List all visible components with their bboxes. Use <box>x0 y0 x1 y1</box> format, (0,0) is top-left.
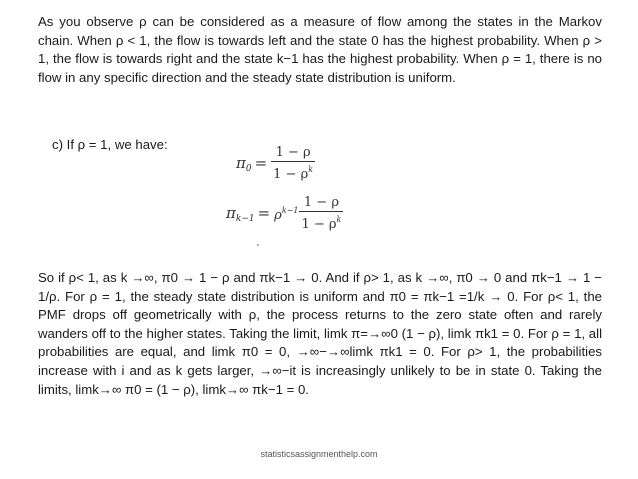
equation-rho-power: $\rho^{k-1}$ <box>274 205 299 223</box>
case-c-label: c) If ρ = 1, we have: <box>52 137 168 152</box>
fraction-denominator: $1 - \rho^k$ <box>271 161 315 183</box>
fraction-numerator: 1 − ρ <box>275 145 311 160</box>
equation-fraction <box>299 195 343 233</box>
equation-pi-k-minus-1 <box>226 195 343 233</box>
equation-fraction <box>271 145 315 183</box>
fraction-numerator: 1 − ρ <box>303 195 339 210</box>
intro-paragraph: As you observe ρ can be considered as a measure of flow among the states in the Markov chain. When ρ < 1, the flow is towards left and the state 0 has the highest probability. When ρ > 1, the flow is towards right and the state k−1 has the highest probability. When ρ = 1, there is no flow in any specific direction and the steady state distribution is uniform. <box>38 14 602 85</box>
fraction-denominator: $1 - \rho^k$ <box>299 211 343 233</box>
equation-lhs: $\pi_{k-1}$ = <box>226 204 271 224</box>
equation-pi-zero <box>236 145 315 183</box>
footer-source: statisticsassignmenthelp.com <box>260 449 378 459</box>
decorative-dot <box>257 244 259 246</box>
equation-lhs: $\pi_0$ = <box>236 154 268 174</box>
limits-paragraph: So if ρ< 1, as k →∞, π0 → 1 − ρ and πk−1 → 0. And if ρ> 1, as k →∞, π0 → 0 and πk−1 → 1 − 1/ρ. For ρ = 1, the steady state distribution is uniform and π0 = πk−1 =1/k → 0. For ρ< 1, the PMF drops off geometrically with ρ, the process returns to the zero state often and rarely wanders off to the higher states. Taking the limit, limk π=→∞0 (1 − ρ), limk πk1 = 0. For ρ = 1, all probabilities are equal, and limk π0 = 0, →∞−→∞limk πk1 = 0. For ρ> 1, the probabilities increase with i and as k gets larger, →∞−it is increasingly unlikely to be in state 0. Taking the limits, limk→∞ π0 = (1 − ρ), limk→∞ πk−1 = 0. <box>38 270 602 397</box>
